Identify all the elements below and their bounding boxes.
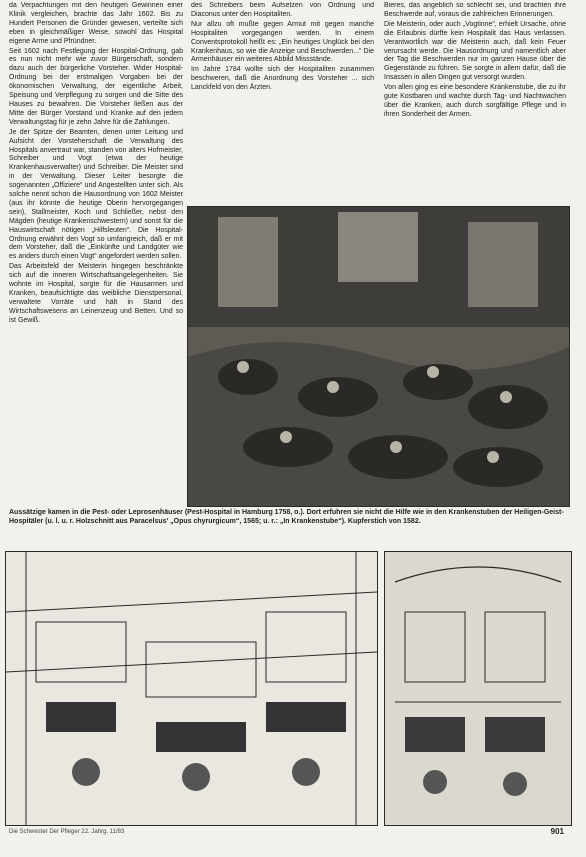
paragraph: Seit 1602 nach Festlegung der Hospital-Ordnung, gab es nun nicht mehr wie zuvor Bürgerschaft, sondern dazu auch der bürgerliche Vorsteher. Wider Hospital-Ordnung bei der erstmaligen Vorgaben bei der ökonomischen Verwaltung, der eigentliche Arbeit, Speisung und Verpflegung zu sorgen und die Sitte des Hauses zu bewahren. Die Vorsteher ließen aus der Mitte der Bürger Vorstand und Kranke auf den jedem Verwaltungstag für je zehn Jahre für die Zahlungen. xyxy=(9,47,183,126)
plague-hospital-engraving xyxy=(187,206,570,507)
paragraph: Im Jahre 1784 wollte sich der Hospitaliten zusammen beschweren, daß die Anordnung des Vorsteher ... sich Lanckfeld von den Ärzten. xyxy=(191,66,374,92)
engraving-illustration xyxy=(188,207,569,506)
paragraph: da Verpachtungen mit den heutigen Gewinnen einer Klinik vergleichen, brachte das Jahr 1602. Bis zu Hundert Personen die Gründer gewesen, verteilte sich eben in gleichmäßiger Weise, sowohl das Hospital eigene Arme und Pfründner. xyxy=(9,2,183,45)
paragraph: Je der Spitze der Beamten, denen unter Leitung und Aufsicht der Vorsteherschaft die Verwaltung des Hospitals anvertraut war, standen von alters Hofmeister, Schreiber und Vogt (etwa der heutige Krankenhausverwalter) und Schreiber. Die Meister sind in der Verwaltung. Dieser Leiter besorgte die sogenannten „Offiziere“ und Angestellten unter sich. Als solche nennt schon die Hausordnung von 1602 Meister (aus ihr könnte die heutige Oberin hervorgegangen sein), Stallmeister, Koch und Schließer, nebst den Mägden (heutige Krankenschwestern) und sonst für die Hauswirtschaft nötigen „Hilfsleuten“. Die Hospital-Ordnung erwähnt den Vogt so umfangreich, daß er mit dem Vorsteher, daß die „Einkünfte und Landgüter wie es anders durch einen Vogt“ angefordert werden sollen. xyxy=(9,128,183,261)
woodcut-illustration xyxy=(6,552,377,825)
paragraph: Das Arbeitsfeld der Meisterin hingegen beschränkte sich auf die inneren Wirtschaftsangelegenheiten. Sie wohnte im Hospital, sorgte für die Hausarmen und Kranken, beaufsichtigte das weibliche Dienstpersonal, verwaltete Vorräte und hält in Stand des Wirtschaftswesens an Leinenzeug und Betten. Und so ist Gewiß. xyxy=(9,263,183,324)
paragraph: Nur allzu oft mußte gegen Armut mit gegen manche Hospitaliten vorgegangen werden. In einem Conventsprotokoll heißt es: „Ein heutiges Unglück bei den Krankenhaus, so wie die Anzeige und Beschwerden...“ Die Armenhäuser ein weiteres Abbild Missstände. xyxy=(191,20,374,64)
sickroom-woodcut-left xyxy=(5,551,378,826)
footer-journal-info: Die Schwester Der Pfleger 22. Jahrg. 11/83 xyxy=(9,829,125,835)
paragraph: des Schreibers beim Aufsetzen von Ordnung und Diaconus unter den Hospitaliten. xyxy=(191,2,374,18)
text-column-2 xyxy=(191,2,374,202)
page-number: 901 xyxy=(550,827,564,836)
figure-caption: Aussätzige kamen in die Pest- oder Leprosenhäuser (Pest-Hospital in Hamburg 1758, o.). Dort erfuhren sie nicht die Hilfe wie in den Krankenstuben der Heiligen-Geist-Hospitäler (u. l. u. r. Holzschnitt aus Paracelsus' „Opus chyrurgicum“, 1565; u. r.: „In Krankenstube“). Kupferstich von 1582. xyxy=(9,509,564,525)
paragraph: Die Meisterin, oder auch „Vogtinne“, erhielt Ursache, ohne die Erlaubnis dürfte kein Hospitalit das Haus verlassen. Verantwortlich war die Meisterin auch, daß kein Feuer verursacht werde. Die Hausordnung und namentlich aber der Tag die Beschwerden nur im ganzen Hause über die Gegenstände zu führen. Sie sorgte in allem dafür, daß die Insassen in allen Dingen gut versorgt wurden. xyxy=(384,20,566,82)
paragraph: Bieres, das angeblich so schlecht sei, und brachten ihre Beschwerde auf, voraus die zahlreichen Erinnerungen. xyxy=(384,2,566,18)
woodcut-illustration xyxy=(385,552,571,825)
paragraph: Von allen ging es eine besondere Krankenstube, die zu ihr gute Kostbaren und wachte durch Tag- und Nachtwachen über die Kranken, auch durch sorgfältige Pflege und in ihren Sonderheit der Armen. xyxy=(384,84,566,118)
text-column-1 xyxy=(9,2,183,507)
sickroom-woodcut-right xyxy=(384,551,572,826)
